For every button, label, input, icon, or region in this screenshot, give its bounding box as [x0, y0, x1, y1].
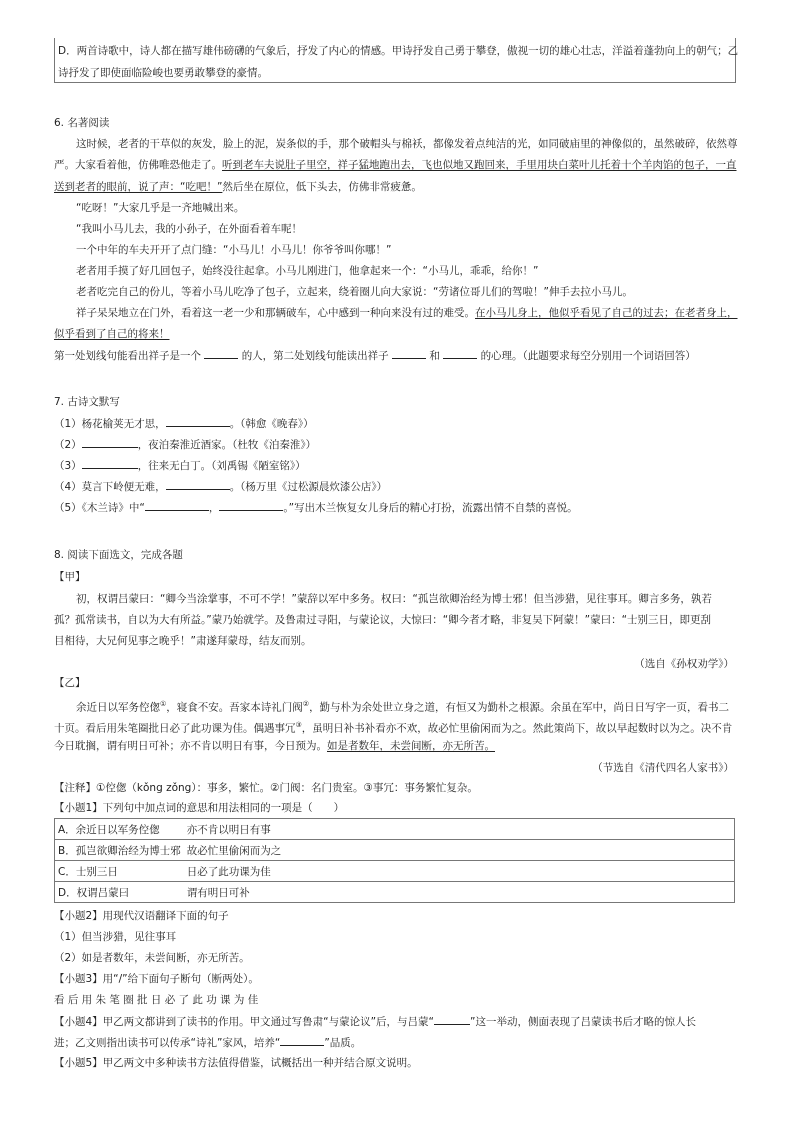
q6-p4: 一个中年的车夫开开了点门缝：“小马儿！小马儿！你爷爷叫你哪！” [76, 244, 392, 256]
q6-p7-line1 [54, 306, 738, 320]
option-row-d[interactable] [55, 882, 735, 903]
q8-yi-label: 【乙】 [54, 677, 86, 689]
q8-yi-l2a: 十页。看后用朱笔圈批日必了此功课为佳。偶遇事冗 [54, 722, 296, 735]
q7-item5-c: 。”写出木兰恢复女儿身后的精心打扮，流露出情不自禁的喜悦。 [283, 502, 578, 514]
q8-yi-underline: 如是者数年，未尝间断，亦无所苦。 [327, 740, 495, 752]
q7-blank-1[interactable] [166, 416, 230, 427]
q6-p7-line2 [54, 327, 170, 341]
q8-sub4-c: 进；乙文则指出读书可以传承“诗礼”家风，培养“ [54, 1037, 281, 1049]
q7-item2-a: （2） [54, 439, 82, 451]
q8-jia-source: （选自《孙权劝学》） [634, 658, 734, 670]
option-b-left: B．孤岂欲卿治经为博士邪 [55, 840, 184, 861]
q8-jia-line2: 孤？孤常读书，自以为大有所益。”蒙乃始就学。及鲁肃过寻阳，与蒙论议，大惊曰：“卿今者才略，非复吴下阿蒙！”蒙曰：“士别三日，即更刮 [54, 614, 712, 626]
q7-item1 [54, 416, 314, 431]
q7-item5 [54, 500, 578, 515]
q7-item4-a: （4）莫言下岭便无难， [54, 481, 166, 493]
q6-question-d: 的心理。（此题要求每空分别用一个词语回答） [480, 350, 696, 362]
note-mark-2: ② [302, 700, 310, 708]
q7-blank-2[interactable] [82, 437, 138, 448]
q6-underline-2b: 似乎看到了自己的将来！ [54, 328, 170, 340]
q8-yi-line1 [54, 697, 729, 715]
q6-p2: “吃呀！”大家几乎是一齐地喊出来。 [76, 202, 245, 214]
q7-item2 [54, 437, 316, 452]
q8-yi-line3 [54, 739, 495, 753]
q6-question-c: 和 [429, 350, 440, 362]
option-row-b[interactable] [55, 840, 735, 861]
q8-sub4-line2 [54, 1035, 361, 1050]
q6-p1-line3 [54, 180, 422, 194]
q8-sub4-b: ”这一举动，侧面表现了吕蒙读书后才略的惊人长 [470, 1016, 696, 1028]
option-d-right: 谓有明日可补 [184, 882, 735, 903]
q6-underline-1a: 听到老车夫说肚子里空，祥子猛地跑出去，飞也似地又跑回来，手里用块白菜叶儿托着十个羊肉馅的包子，一直 [222, 159, 737, 171]
q8-yi-l3a: 今日耽搁，谓有明日可补；亦不肯以明日有事，今日预为。 [54, 740, 327, 752]
q6-p3: “我叫小马儿去，我的小孙子，在外面看着车呢！ [76, 223, 302, 235]
q8-jia-line1: 初，权谓吕蒙曰：“卿今当涂掌事，不可不学！”蒙辞以军中多务。权曰：“孤岂欲卿治经为博士邪！但当涉猎，见往事耳。卿言多务，孰若 [76, 593, 712, 605]
q8-sub3: 【小题3】用“/”给下面句子断句（断两处）。 [54, 973, 259, 985]
q8-yi-source: （节选自《清代四名人家书》） [592, 762, 734, 774]
q6-question-b: 的人，第二处划线句能读出祥子 [241, 350, 389, 362]
q7-blank-6[interactable] [219, 500, 283, 511]
option-d-left: D．权谓吕蒙曰 [55, 882, 184, 903]
q8-jia-label: 【甲】 [54, 571, 86, 583]
q8-sub4-blank-1[interactable] [434, 1014, 470, 1025]
q7-item4-b: 。（杨万里《过松源晨炊漆公店》） [229, 481, 388, 493]
q7-item4 [54, 479, 387, 494]
q7-title: 7. 古诗文默写 [54, 396, 120, 408]
q8-yi-line2 [54, 718, 732, 736]
q6-p6: 老者吃完自己的份儿，等着小马儿吃净了包子，立起来，绕着圈儿向大家说：“劳诸位哥儿们的驾啦！”伸手去拉小马儿。 [76, 286, 633, 298]
q6-question-a: 第一处划线句能看出祥子是一个 [54, 350, 201, 362]
note-mark-1: ① [160, 700, 167, 708]
q7-blank-3[interactable] [82, 458, 138, 469]
q6-p1-line1: 这时候，老者的干草似的灰发，脸上的泥，炭条似的手，那个破帽头与棉袄，都像发着点纯洁的光，如同破庙里的神像似的，虽然破碎，依然尊 [76, 138, 738, 150]
q6-blank-2[interactable] [392, 348, 426, 359]
q6-p1-line2 [54, 158, 737, 172]
q8-yi-l1b: ，寝食不安。吾家本诗礼门阀 [166, 701, 303, 714]
option-d-line2: 诗抒发了即使面临险峻也要勇敢攀登的豪情。 [58, 67, 268, 79]
q8-yi-l1a: 余近日以军务倥偬 [76, 701, 160, 714]
q7-item3-a: （3） [54, 460, 82, 472]
q7-item3-b: ，往来无白丁。（刘禹锡《陋室铭》） [137, 460, 306, 472]
note-mark-3: ③ [295, 721, 302, 729]
q8-sub3-text: 看 后 用 朱 笔 圈 批 日 必 了 此 功 课 为 佳 [54, 994, 259, 1006]
option-c-left: C．士别三日 [55, 861, 184, 882]
q7-blank-5[interactable] [145, 500, 209, 511]
options-table [54, 818, 735, 903]
q8-note: 【注释】①倥偬（kǒng zǒng）：事多，繁忙。②门阀：名门贵室。③事冗：事务繁忙复杂。 [54, 782, 478, 794]
option-a-left: A．余近日以军务倥偬 [55, 819, 184, 840]
q8-sub5: 【小题5】甲乙两文中多种读书方法值得借鉴，试概括出一种并结合原文说明。 [54, 1057, 418, 1069]
q7-item1-b: 。（韩愈《晚春》） [229, 418, 314, 430]
q6-title: 6. 名著阅读 [54, 117, 110, 129]
q6-underline-1b: 送到老者的眼前，说了声：“吃吧！” [54, 181, 223, 193]
q6-blank-3[interactable] [443, 348, 477, 359]
option-d-line1: D．两首诗歌中，诗人都在描写雄伟磅礴的气象后，抒发了内心的情感。甲诗抒发自己勇于攀登，傲视一切的雄心壮志，洋溢着蓬勃向上的朝气；乙 [58, 45, 739, 57]
option-b-right: 故必忙里偷闲而为之 [184, 840, 735, 861]
q6-p1-line2-text: 严。大家看着他，仿佛唯恐他走了。 [54, 159, 222, 171]
q8-sub4-line1 [54, 1014, 696, 1029]
q8-jia-line3: 目相待，大兄何见事之晚乎！”肃遂拜蒙母，结友而别。 [54, 635, 312, 647]
q8-title: 8. 阅读下面选文，完成各题 [54, 549, 183, 561]
option-row-c[interactable] [55, 861, 735, 882]
q6-p5: 老者用手摸了好几回包子，始终没往起拿。小马儿刚进门，他拿起来一个：“小马儿，乖乖，给你！” [76, 265, 539, 277]
q7-blank-4[interactable] [166, 479, 230, 490]
q8-sub1: 【小题1】下列句中加点词的意思和用法相同的一项是（ ） [54, 802, 345, 814]
q6-p1-line3-text: 然后坐在原位，低下头去，仿佛非常疲惫。 [222, 181, 422, 193]
q6-blank-1[interactable] [204, 348, 238, 359]
q8-sub2-item1: （1）但当涉猎，见往事耳 [54, 931, 177, 943]
q8-yi-l2b: ，虽明日补书补看亦不欢，故必忙里偷闲而为之。然此策尚下，故以早起数时以为之。决不肯 [301, 722, 733, 735]
q8-sub2: 【小题2】用现代汉语翻译下面的句子 [54, 910, 229, 922]
q7-item5-b: ， [208, 502, 220, 514]
option-row-a[interactable] [55, 819, 735, 840]
q7-item3 [54, 458, 306, 473]
q8-sub4-a: 【小题4】甲乙两文都讲到了读书的作用。甲文通过写鲁肃“与蒙论议”后，与吕蒙“ [54, 1016, 434, 1028]
q8-yi-l1c: ，勤与朴为余处世立身之道，有恒又为勤朴之根源。余虽在军中，尚日日写字一页，看书二 [309, 701, 730, 714]
q8-sub4-blank-2[interactable] [280, 1035, 324, 1046]
option-c-right: 日必了此功课为佳 [184, 861, 735, 882]
q8-sub4-d: ”品质。 [324, 1037, 362, 1049]
option-a-right: 亦不肯以明日有事 [184, 819, 735, 840]
q7-item1-a: （1）杨花榆荚无才思， [54, 418, 166, 430]
q8-sub2-item2: （2）如是者数年，未尝间断，亦无所苦。 [54, 952, 250, 964]
q6-p7-text: 祥子呆呆地立在门外，看着这一老一少和那辆破车，心中感到一种向来没有过的难受。 [76, 307, 475, 319]
q7-item5-a: （5）《木兰诗》中“ [54, 502, 145, 514]
q6-question [54, 348, 696, 363]
q7-item2-b: ，夜泊秦淮近酒家。（杜牧《泊秦淮》） [137, 439, 317, 451]
q6-underline-2a: 在小马儿身上，他似乎看见了自己的过去；在老者身上， [475, 307, 738, 319]
